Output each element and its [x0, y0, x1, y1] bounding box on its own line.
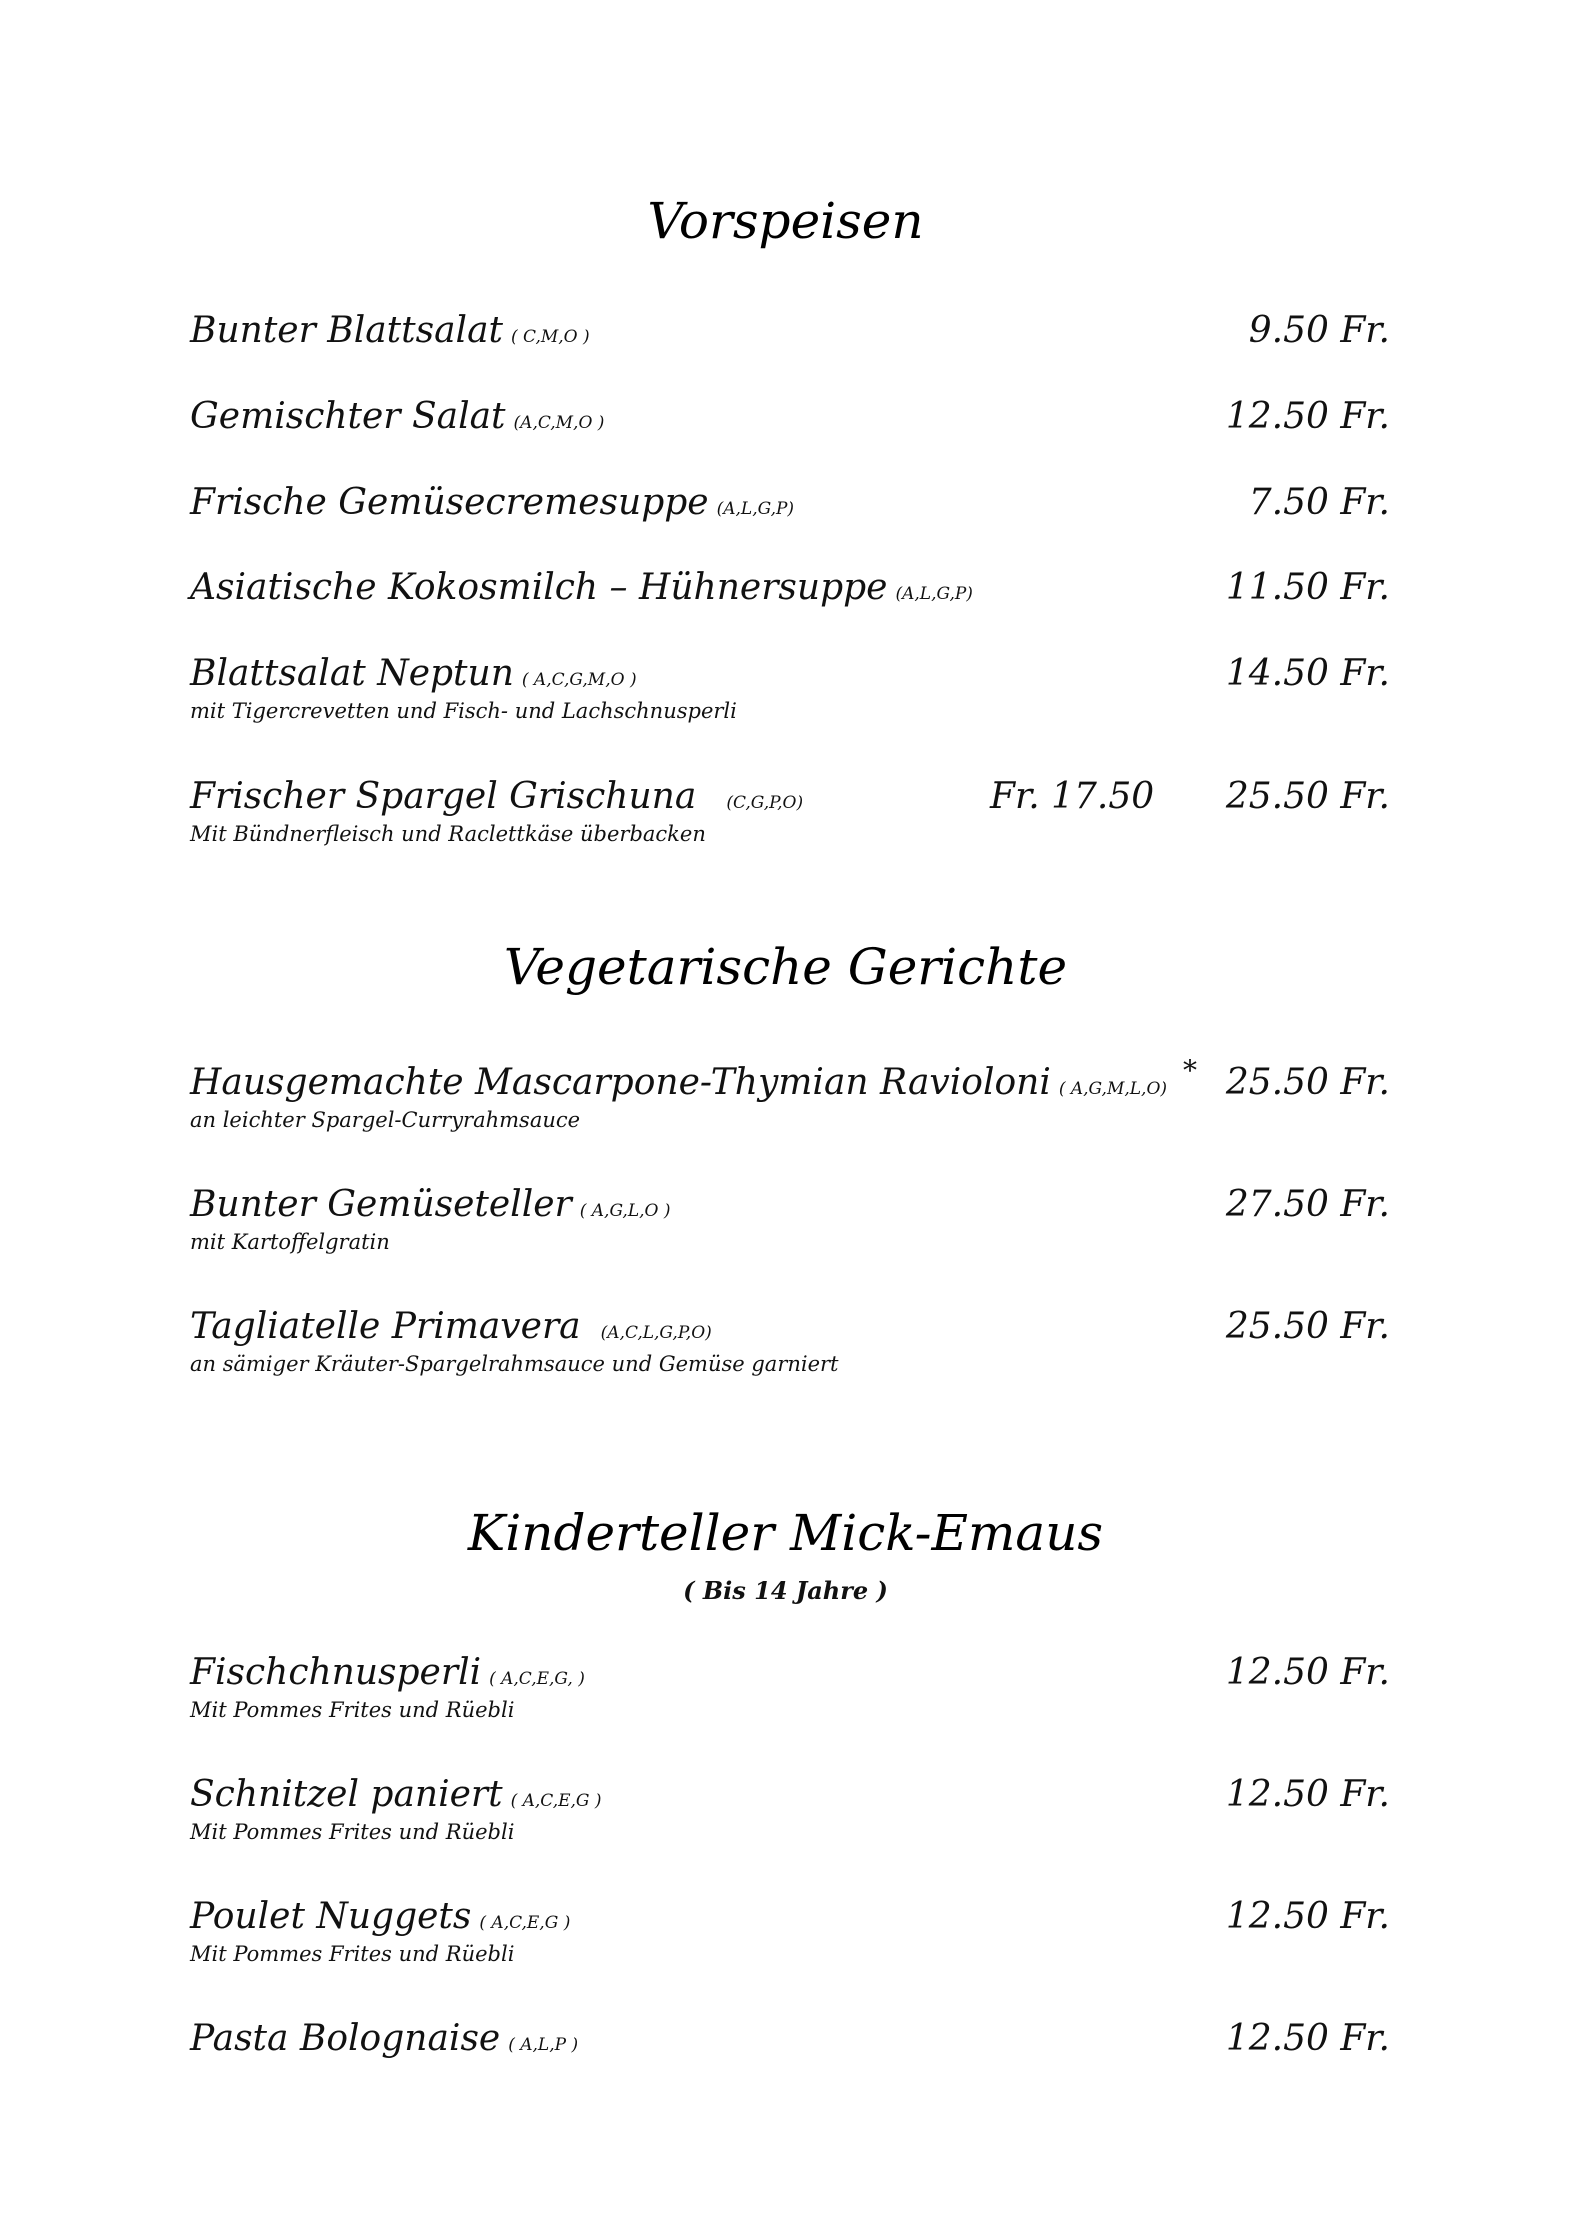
menu-item [190, 310, 1390, 410]
item-price: 12.50 Fr. [1225, 1896, 1390, 1937]
menu-item [190, 1184, 1390, 1284]
item-price: 25.50 Fr. [1225, 776, 1390, 817]
item-name [190, 776, 803, 817]
item-price: 25.50 Fr. [1225, 1062, 1390, 1103]
item-name [190, 1184, 671, 1225]
item-name-text: Frische Gemüsecremesuppe [190, 482, 709, 523]
item-name-text: Frischer Spargel Grischuna [190, 776, 697, 817]
item-allergens: ( A,C,E,G ) [479, 1913, 571, 1933]
item-allergens: ( A,G,L,O ) [579, 1201, 671, 1221]
item-name-text: Gemischter Salat [190, 396, 506, 437]
item-price: 27.50 Fr. [1225, 1184, 1390, 1225]
menu-item [190, 776, 1390, 876]
item-allergens: (A,L,G,P) [716, 499, 795, 519]
item-name-text: Blattsalat Neptun [190, 653, 514, 694]
item-description: mit Kartoffelgratin [190, 1230, 390, 1254]
menu-item [190, 567, 1390, 667]
item-allergens: (C,G,P,O) [726, 793, 804, 813]
item-name [190, 653, 637, 694]
item-allergens: ( A,C,G,M,O ) [521, 670, 637, 690]
item-alt-price: Fr. 17.50 [990, 776, 1155, 817]
section-title-kinderteller: Kinderteller Mick-Emaus [467, 1504, 1104, 1562]
item-price: 7.50 Fr. [1248, 482, 1390, 523]
item-name-text: Tagliatelle Primavera [190, 1306, 581, 1347]
item-name [190, 1774, 602, 1815]
item-name [190, 482, 794, 523]
item-name-text: Schnitzel paniert [190, 1774, 503, 1815]
star-icon: * [1183, 1054, 1198, 1087]
item-name [190, 1896, 570, 1937]
menu-item [190, 1896, 1390, 1996]
menu-item [190, 653, 1390, 753]
menu-item [190, 1054, 1390, 1162]
item-name [190, 567, 973, 608]
item-name-text: Poulet Nuggets [190, 1896, 472, 1937]
menu-item [190, 1652, 1390, 1752]
section-subtitle: ( Bis 14 Jahre ) [683, 1576, 888, 1605]
item-price: 12.50 Fr. [1225, 1652, 1390, 1693]
menu-item [190, 396, 1390, 496]
item-description: Mit Bündnerfleisch und Raclettkäse überbacken [190, 822, 706, 846]
item-price: 12.50 Fr. [1225, 2018, 1390, 2059]
item-name [190, 310, 590, 351]
item-allergens: ( A,L,P ) [508, 2035, 579, 2055]
item-name-text: Fischchnusperli [190, 1652, 482, 1693]
item-description: Mit Pommes Frites und Rüebli [190, 1820, 515, 1844]
item-name-text: Pasta Bolognaise [190, 2018, 501, 2059]
item-name-text: Bunter Gemüseteller [190, 1184, 572, 1225]
item-price: 12.50 Fr. [1225, 1774, 1390, 1815]
item-allergens: (A,L,G,P) [895, 584, 973, 604]
item-allergens: ( A,C,E,G, ) [489, 1669, 585, 1689]
menu-item [190, 2018, 1390, 2118]
section-title-vegetarische-gerichte: Vegetarische Gerichte [503, 938, 1068, 996]
item-allergens: ( A,G,M,L,O) [1058, 1079, 1168, 1099]
item-allergens: (A,C,M,O ) [513, 413, 605, 433]
item-name [190, 1652, 585, 1693]
item-name [190, 2018, 578, 2059]
menu-item [190, 1306, 1390, 1406]
item-name [190, 1306, 712, 1347]
item-name [190, 396, 604, 437]
item-allergens: (A,C,L,G,P,O) [600, 1323, 712, 1343]
item-allergens: ( A,C,E,G ) [510, 1791, 602, 1811]
item-price: 14.50 Fr. [1225, 653, 1390, 694]
item-description: an leichter Spargel-Curryrahmsauce [190, 1108, 581, 1132]
item-price: 9.50 Fr. [1248, 310, 1390, 351]
item-description: an sämiger Kräuter-Spargelrahmsauce und Gemüse garniert [190, 1352, 839, 1376]
item-name-text: Bunter Blattsalat [190, 310, 503, 351]
item-description: Mit Pommes Frites und Rüebli [190, 1942, 515, 1966]
item-name-text: Hausgemachte Mascarpone-Thymian Ravioloni [190, 1062, 1051, 1103]
item-description: Mit Pommes Frites und Rüebli [190, 1698, 515, 1722]
menu-item [190, 1774, 1390, 1874]
item-allergens: ( C,M,O ) [511, 327, 590, 347]
item-price: 11.50 Fr. [1225, 567, 1390, 608]
item-price: 25.50 Fr. [1225, 1306, 1390, 1347]
item-name [190, 1054, 1198, 1103]
section-title-vorspeisen: Vorspeisen [647, 192, 924, 250]
item-description: mit Tigercrevetten und Fisch- und Lachschnusperli [190, 699, 737, 723]
item-name-text: Asiatische Kokosmilch – Hühnersuppe [190, 567, 888, 608]
item-price: 12.50 Fr. [1225, 396, 1390, 437]
